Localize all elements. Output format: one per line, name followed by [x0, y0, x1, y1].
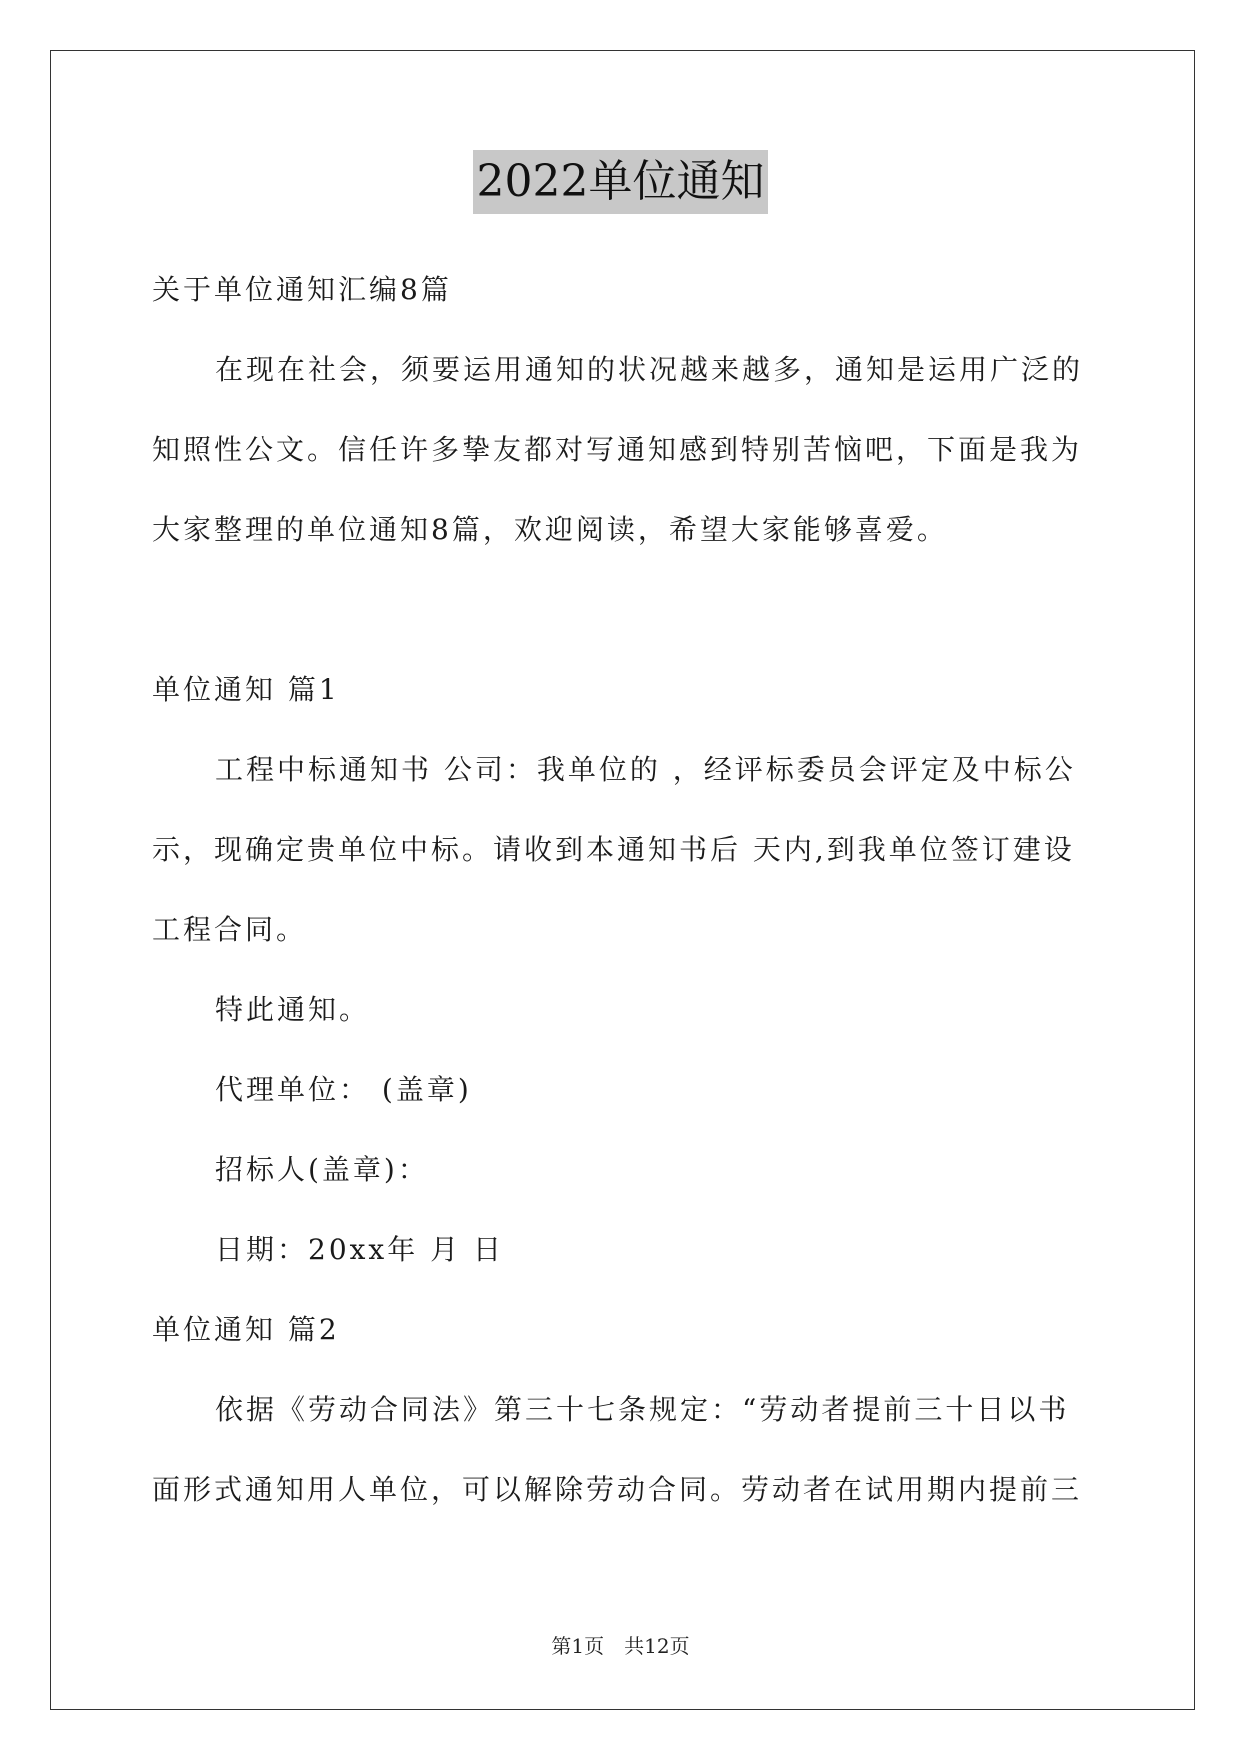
section2-line-2: 面形式通知用人单位，可以解除劳动合同。劳动者在试用期内提前三 [152, 1473, 1083, 1506]
intro-line-3: 大家整理的单位通知8篇，欢迎阅读，希望大家能够喜爱。 [152, 513, 948, 546]
section1-line-1: 工程中标通知书 公司：我单位的 ，经评标委员会评定及中标公 [215, 753, 1076, 786]
title-container [0, 150, 1241, 214]
section1-line-3: 工程合同。 [152, 913, 308, 946]
subtitle-line: 关于单位通知汇编8篇 [152, 273, 452, 306]
tenderer-line: 招标人(盖章)： [215, 1153, 429, 1186]
section1-notice-line: 特此通知。 [215, 993, 371, 1026]
intro-line-2: 知照性公文。信任许多挚友都对写通知感到特别苦恼吧，下面是我为 [152, 433, 1083, 466]
section1-line-2: 示，现确定贵单位中标。请收到本通知书后 天内,到我单位签订建设 [152, 833, 1075, 866]
section-heading-2: 单位通知 篇2 [152, 1313, 340, 1346]
document-title: 2022单位通知 [473, 150, 769, 214]
agent-unit-line: 代理单位： (盖章) [215, 1073, 472, 1106]
section2-line-1: 依据《劳动合同法》第三十七条规定：“劳动者提前三十日以书 [215, 1393, 1070, 1426]
intro-line-1: 在现在社会，须要运用通知的状况越来越多，通知是运用广泛的 [215, 353, 1084, 386]
section-heading-1: 单位通知 篇1 [152, 673, 340, 706]
page-footer: 第1页 共12页 [551, 1634, 690, 1658]
date-line: 日期：20xx年 月 日 [215, 1233, 505, 1266]
